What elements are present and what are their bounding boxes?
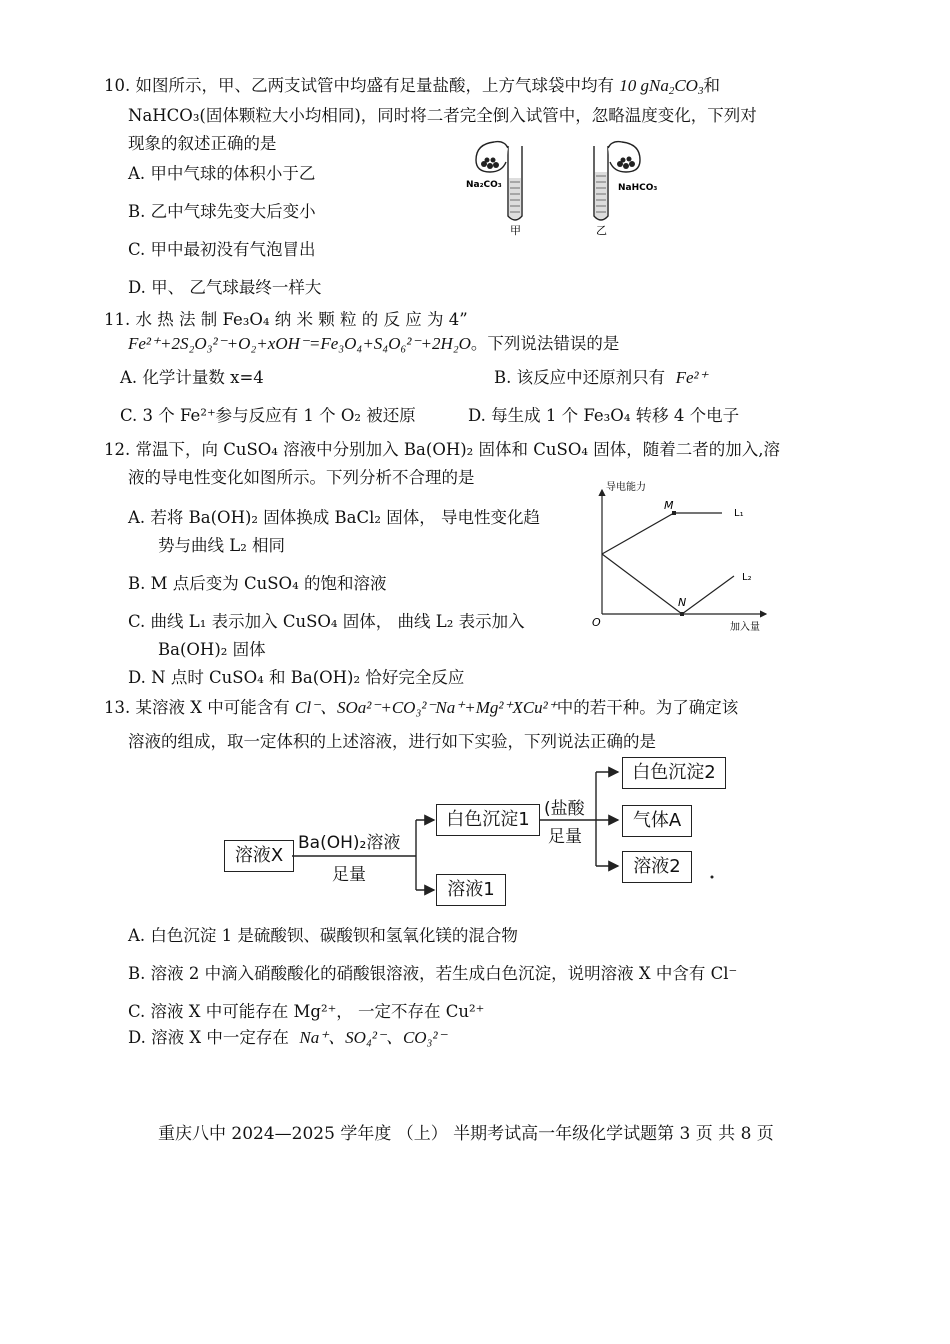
q13-option-c: C. 溶液 X 中可能存在 Mg²⁺， 一定不存在 Cu²⁺ — [128, 1002, 485, 1021]
label-yi: 乙 — [596, 224, 607, 237]
q13-option-d: D. 溶液 X 中一定存在 Na⁺、SO₄²⁻、CO₃²⁻ — [128, 1028, 447, 1047]
label-jia: 甲 — [510, 224, 521, 237]
q12-stem-line2: 液的导电性变化如图所示。下列分析不合理的是 — [128, 468, 475, 487]
q11-option-b: B. 该反应中还原剂只有 Fe²⁺ — [494, 368, 708, 387]
q11-equation: Fe²⁺+2S₂O₃²⁻+O₂+xOH⁻=Fe₃O₄+S₄O₆²⁻+2H₂O — [128, 334, 471, 353]
flow-reagent2: (盐酸 — [544, 799, 585, 819]
flow-reagent1: Ba(OH)₂溶液 — [298, 833, 401, 853]
q13-stem-line2: 溶液的组成，取一定体积的上述溶液，进行如下实验，下列说法正确的是 — [128, 732, 656, 751]
q11-equation-tail: 。下列说法错误的是 — [470, 334, 620, 353]
q10-tube-figure — [462, 138, 682, 242]
flow-gas-a: 气体A — [622, 805, 692, 837]
q10-stem-math: 10 gNa2CO3 — [619, 76, 704, 97]
q12-option-d: D. N 点时 CuSO₄ 和 Ba(OH)₂ 恰好完全反应 — [128, 668, 465, 687]
q13-ions: Cl⁻、SOa²⁻+CO₃²⁻Na⁺+Mg²⁺XCu²⁺ — [294, 698, 557, 717]
q10-stem-line3: 现象的叙述正确的是 — [128, 134, 277, 153]
flow-solution2: 溶液2 — [622, 851, 692, 883]
q11-option-c: C. 3 个 Fe²⁺参与反应有 1 个 O₂ 被还原 — [120, 406, 416, 425]
q11-option-a: A. 化学计量数 x=4 — [120, 368, 264, 387]
label-na2co3: Na₂CO₃ — [466, 180, 502, 190]
q10-option-a: A. 甲中气球的体积小于乙 — [128, 164, 316, 183]
q12-option-b: B. M 点后变为 CuSO₄ 的饱和溶液 — [128, 574, 387, 593]
flow-precipitate2: 白色沉淀2 — [622, 757, 726, 789]
q10-option-b: B. 乙中气球先变大后变小 — [128, 202, 316, 221]
flow-reagent1-amount: 足量 — [332, 865, 366, 885]
q12-option-c2: Ba(OH)₂ 固体 — [158, 640, 266, 659]
point-m-label: M — [664, 499, 674, 512]
q11-option-d: D. 每生成 1 个 Fe₃O₄ 转移 4 个电子 — [468, 406, 740, 425]
flow-solution1: 溶液1 — [436, 874, 506, 906]
page-footer: 重庆八中 2024—2025 学年度 （上） 半期考试高一年级化学试题第 3 页 共 8 页 — [158, 1124, 774, 1144]
curve-l1 — [602, 513, 722, 554]
point-n-marker — [680, 612, 684, 616]
q12-conductivity-graph — [588, 476, 778, 636]
y-axis-label: 导电能力 — [606, 482, 646, 493]
q10-stem-line2: NaHCO₃(固体颗粒大小均相同)，同时将二者完全倒入试管中，忽略温度变化，下列对 — [128, 106, 757, 125]
point-n-label: N — [678, 596, 687, 609]
q10-stem-and: 和 — [703, 76, 720, 95]
q10-stem-line1 — [104, 74, 720, 103]
q12-option-c1: C. 曲线 L₁ 表示加入 CuSO₄ 固体， 曲线 L₂ 表示加入 — [128, 612, 525, 631]
origin-label: O — [592, 616, 601, 629]
q13-stem-line1: 13. 某溶液 X 中可能含有 Cl⁻、SOa²⁻+CO₃²⁻Na⁺+Mg²⁺XCu²⁺中的若干种。为了确定该 — [104, 698, 739, 717]
q12-stem-line1: 12. 常温下，向 CuSO₄ 溶液中分别加入 Ba(OH)₂ 固体和 CuSO₄ 固体，随着二者的加入,溶 — [104, 440, 780, 459]
q13-option-b: B. 溶液 2 中滴入硝酸酸化的硝酸银溶液，若生成白色沉淀，说明溶液 X 中含有 Cl⁻ — [128, 964, 738, 983]
q13-option-a: A. 白色沉淀 1 是硫酸钡、碳酸钡和氢氧化镁的混合物 — [128, 926, 518, 945]
q10-stem-text: 10. 如图所示，甲、乙两支试管中均盛有足量盐酸，上方气球袋中均有 — [104, 76, 614, 95]
q12-option-a1: A. 若将 Ba(OH)₂ 固体换成 BaCl₂ 固体， 导电性变化趋 — [128, 508, 540, 527]
label-nahco3: NaHCO₃ — [618, 183, 658, 193]
curve-l2-label: L₂ — [742, 572, 752, 583]
x-axis-label: 加入量 — [730, 622, 760, 633]
flow-precipitate1: 白色沉淀1 — [436, 804, 540, 836]
curve-l1-label: L₁ — [734, 508, 744, 519]
q11-stem-line1: 11. 水 热 法 制 Fe₃O₄ 纳 米 颗 粒 的 反 应 为 4” — [104, 310, 468, 329]
q10-option-d: D. 甲、 乙气球最终一样大 — [128, 278, 322, 297]
tube-yi — [594, 142, 640, 220]
q11-equation-line — [128, 332, 619, 356]
flow-reagent2-amount: 足量 — [548, 827, 582, 847]
q10-option-c: C. 甲中最初没有气泡冒出 — [128, 240, 316, 259]
flow-solution-x: 溶液X — [224, 840, 294, 872]
curve-l2 — [602, 554, 734, 614]
q12-option-a2: 势与曲线 L₂ 相同 — [158, 536, 286, 555]
